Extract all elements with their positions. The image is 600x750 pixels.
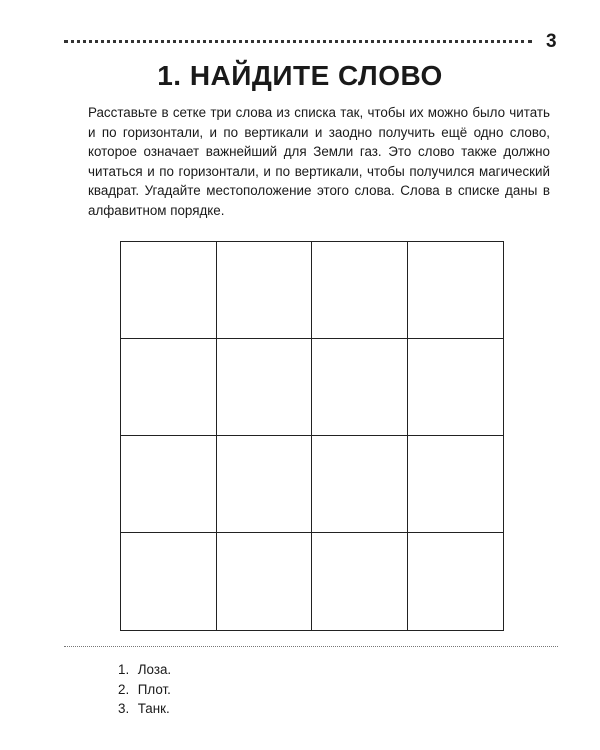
grid-cell[interactable] bbox=[312, 436, 408, 533]
list-item: 3. Танк. bbox=[118, 701, 170, 716]
word-list bbox=[118, 660, 171, 719]
grid-cell[interactable] bbox=[217, 533, 313, 630]
header-dotted-rule bbox=[64, 40, 532, 43]
grid-cell[interactable] bbox=[312, 339, 408, 436]
task-description: Расставьте в сетке три слова из списка так, чтобы их можно было читать и по горизонтали, и по вертикали и заодно получить ещё одно слово, которое означает важнейший для Земли газ. Это слово также должно читаться и по горизонтали, и по вертикали, чтобы получился магический квадрат. Угадайте местоположение этого слова. Слова в списке даны в алфавитном порядке. bbox=[88, 105, 550, 218]
grid-cell[interactable] bbox=[312, 533, 408, 630]
puzzle-grid bbox=[120, 241, 504, 631]
list-item: 2. Плот. bbox=[118, 681, 171, 697]
grid-cell[interactable] bbox=[408, 242, 504, 339]
grid-cell[interactable] bbox=[217, 436, 313, 533]
grid-cell[interactable] bbox=[121, 242, 217, 339]
grid-cell[interactable] bbox=[121, 339, 217, 436]
grid-cell[interactable] bbox=[408, 533, 504, 630]
grid-cell[interactable] bbox=[121, 436, 217, 533]
list-item: 1. Лоза. bbox=[118, 662, 172, 677]
page-number: 3 bbox=[546, 31, 557, 52]
section-divider bbox=[64, 646, 558, 647]
grid-cell[interactable] bbox=[121, 533, 217, 630]
grid-cell[interactable] bbox=[408, 436, 504, 533]
page-title: 1. НАЙДИТЕ СЛОВО bbox=[157, 60, 443, 91]
grid-cell[interactable] bbox=[217, 242, 313, 339]
grid-cell[interactable] bbox=[312, 242, 408, 339]
grid-cell[interactable] bbox=[408, 339, 504, 436]
grid-cell[interactable] bbox=[217, 339, 313, 436]
